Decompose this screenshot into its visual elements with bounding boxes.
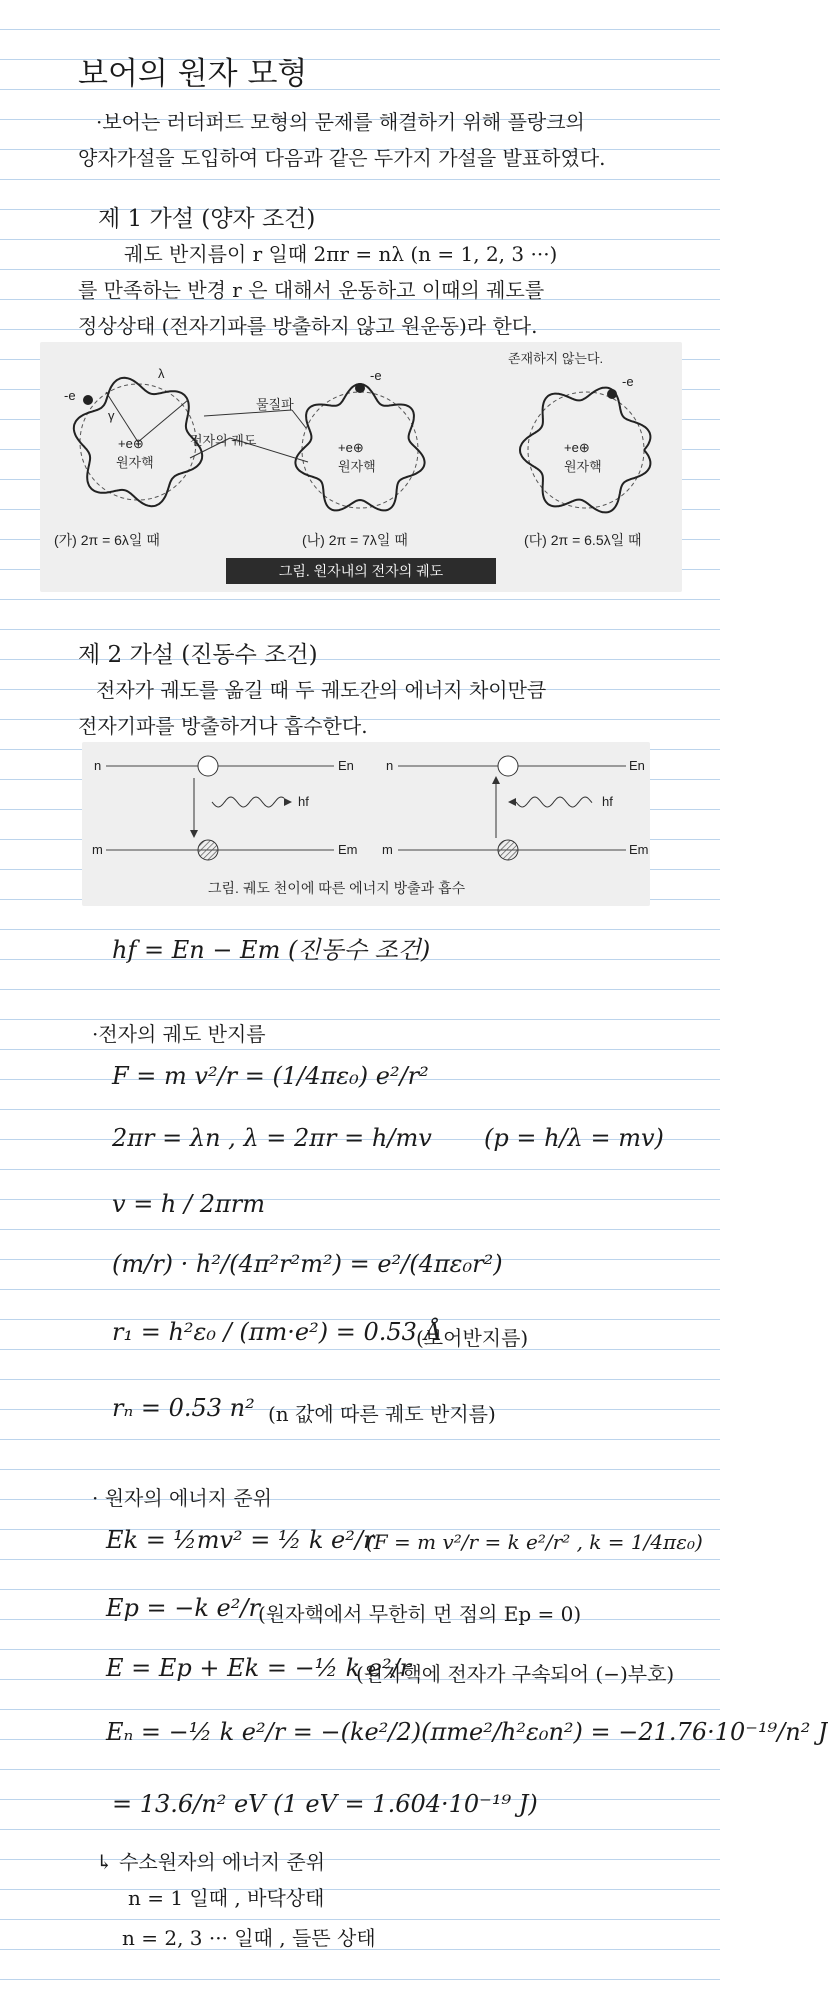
case-b-label: (나) 2π = 7λ일 때 (302, 532, 408, 548)
level-n-right: n (386, 758, 394, 773)
level-m-left: m (92, 842, 103, 857)
case-c-label: (다) 2π = 6.5λ일 때 (524, 532, 642, 548)
postulate2-line-2: 전자기파를 방출하거나 흡수한다. (78, 714, 368, 738)
energy-heading: · 원자의 에너지 준위 (92, 1486, 272, 1510)
level-En-left: En (338, 758, 354, 773)
energy-level-equation: Eₙ = −½ k e²/r = −(ke²/2)(πme²/h²ε₀n²) = −21.76·10⁻¹⁹/n² J (106, 1718, 828, 1746)
level-m-right: m (382, 842, 393, 857)
intro-line-2: 양자가설을 도입하여 다음과 같은 두가지 가설을 발표하였다. (78, 146, 606, 170)
electron-label-c: -e (622, 374, 634, 389)
postulate1-heading: 제 1 가설 (양자 조건) (98, 206, 316, 232)
orbit-label: 전자의 궤도 (190, 433, 257, 448)
nucleus-charge-b: +e⊕ (338, 440, 364, 455)
momentum-equation: (p = h/λ = mv) (484, 1124, 664, 1152)
orbit-radius-note: (n 값에 따른 궤도 반지름) (268, 1402, 496, 1426)
nucleus-label-b: 원자핵 (338, 459, 376, 474)
quantum-condition-equation: 2πr = λn , λ = 2πr = h/mv (112, 1124, 432, 1152)
hf-left: hf (298, 794, 309, 809)
postulate1-line-3: 정상상태 (전자기파를 방출하지 않고 원운동)라 한다. (78, 314, 538, 338)
postulate2-heading: 제 2 가설 (진동수 조건) (78, 642, 318, 668)
postulate1-line-1: 궤도 반지름이 r 일때 2πr = nλ (n = 1, 2, 3 ···) (124, 242, 558, 266)
page-title: 보어의 원자 모형 (78, 56, 308, 92)
potential-energy-equation: Ep = −k e²/r (106, 1594, 260, 1622)
orbit-radius-equation: rₙ = 0.53 n² (112, 1394, 255, 1422)
potential-energy-note: (원자핵에서 무한히 먼 점의 Ep = 0) (258, 1602, 582, 1626)
level-En-right: En (629, 758, 645, 773)
bohr-radius-note: (보어반지름) (416, 1326, 529, 1350)
lambda-label: λ (158, 366, 165, 381)
figure1-caption: 그림. 원자내의 전자의 궤도 (226, 558, 496, 584)
radius-label: γ (108, 408, 115, 423)
figure2-caption: 그림. 궤도 천이에 따른 에너지 방출과 흡수 (208, 880, 466, 896)
ground-state-line: n = 1 일때 , 바닥상태 (128, 1886, 325, 1910)
total-energy-equation: E = Ep + Ek = −½ k e²/r (106, 1654, 412, 1682)
nucleus-label-c: 원자핵 (564, 459, 602, 474)
total-energy-note: (원자핵에 전자가 구속되어 (−)부호) (356, 1662, 675, 1686)
case-a-label: (가) 2π = 6λ일 때 (54, 532, 160, 548)
not-exist-note: 존재하지 않는다. (508, 351, 604, 366)
frequency-condition-equation: hf = En − Em (진동수 조건) (112, 936, 431, 964)
electron-label-a: -e (64, 388, 76, 403)
level-n-left: n (94, 758, 102, 773)
velocity-equation: v = h / 2πrm (112, 1190, 265, 1218)
kinetic-energy-equation: Ek = ½mv² = ½ k e²/r (106, 1526, 375, 1554)
orbit-figure (40, 342, 682, 592)
radius-heading: ·전자의 궤도 반지름 (92, 1022, 266, 1046)
matter-wave-label: 물질파 (256, 397, 294, 412)
energy-level-ev-equation: = 13.6/n² eV (1 eV = 1.604·10⁻¹⁹ J) (112, 1790, 538, 1818)
force-equation: F = m v²/r = (1/4πε₀) e²/r² (112, 1062, 429, 1090)
bohr-radius-equation: r₁ = h²ε₀ / (πm·e²) = 0.53 Å (112, 1318, 442, 1346)
transition-figure (82, 742, 650, 906)
nucleus-charge-a: +e⊕ (118, 436, 144, 451)
balance-equation: (m/r) · h²/(4π²r²m²) = e²/(4πε₀r²) (112, 1250, 503, 1278)
hydrogen-energy-note: ↳ 수소원자의 에너지 준위 (96, 1850, 326, 1874)
kinetic-energy-side: (F = m v²/r = k e²/r² , k = 1/4πε₀) (366, 1530, 703, 1554)
postulate1-line-2: 를 만족하는 반경 r 은 대해서 운동하고 이때의 궤도를 (78, 278, 545, 302)
intro-line-1: ·보어는 러더퍼드 모형의 문제를 해결하기 위해 플랑크의 (96, 110, 585, 134)
nucleus-charge-c: +e⊕ (564, 440, 590, 455)
nucleus-label-a: 원자핵 (116, 455, 154, 470)
excited-state-line: n = 2, 3 ··· 일때 , 들뜬 상태 (122, 1926, 376, 1950)
level-Em-right: Em (629, 842, 649, 857)
postulate2-line-1: 전자가 궤도를 옮길 때 두 궤도간의 에너지 차이만큼 (96, 678, 547, 702)
hf-right: hf (602, 794, 613, 809)
level-Em-left: Em (338, 842, 358, 857)
electron-label-b: -e (370, 368, 382, 383)
